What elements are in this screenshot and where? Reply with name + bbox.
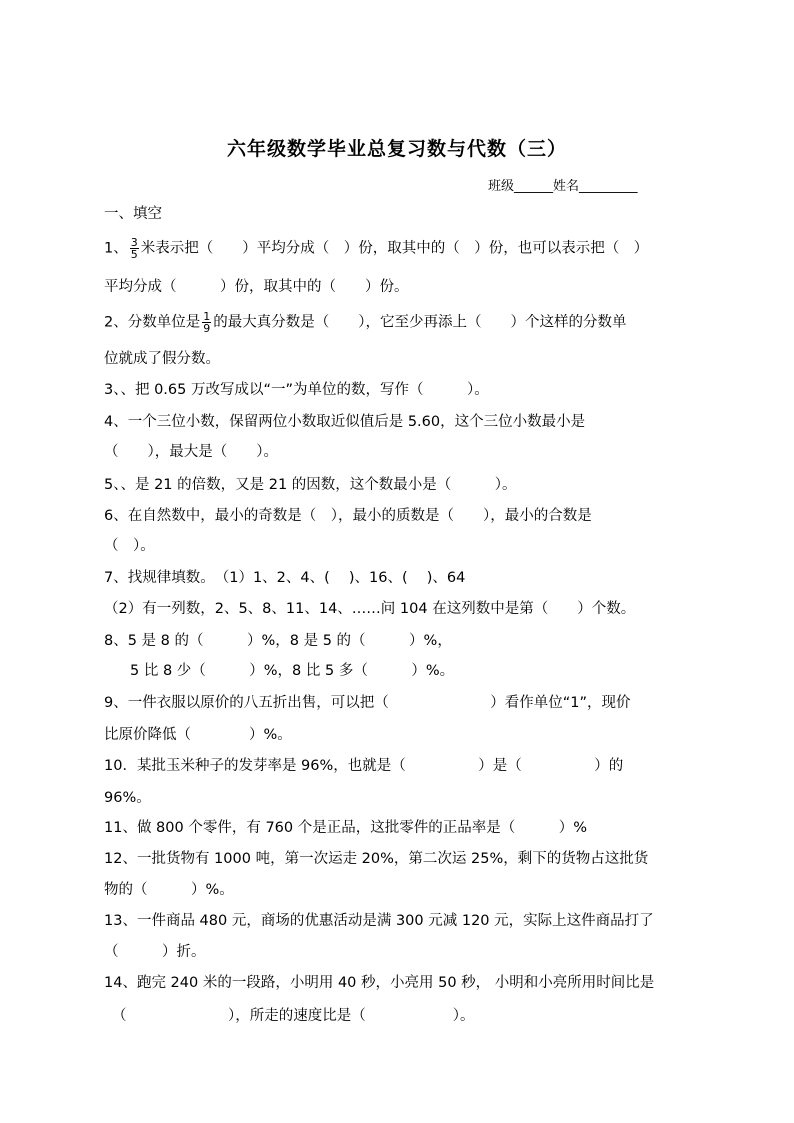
fraction-numerator: 3 xyxy=(130,236,138,249)
question-14-cont: （ ），所走的速度比是（ ）。 xyxy=(112,1008,475,1024)
question-9-cont: 比原价降低（ ）%。 xyxy=(104,727,292,743)
question-10-cont: 96%。 xyxy=(104,790,151,806)
q2-text: 的最大真分数是（ ），它至少再添上（ ）个这样的分数单 xyxy=(213,314,627,331)
question-12: 12、一批货物有 1000 吨，第一次运走 20%，第二次运 25%，剩下的货物占这批货 xyxy=(104,851,649,867)
question-8-cont: 5 比 8 少（ ）%，8 比 5 多（ ）%。 xyxy=(130,663,455,679)
class-name-line: 班级______姓名_________ xyxy=(488,179,638,194)
question-3: 3、、把 0.65 万改写成以“一”为单位的数，写作（ ）。 xyxy=(104,382,489,398)
fraction-denominator: 9 xyxy=(203,322,211,335)
question-12-cont: 物的（ ）%。 xyxy=(104,882,234,898)
question-11: 11、做 800 个零件，有 760 个是正品，这批零件的正品率是（ ）% xyxy=(104,820,588,836)
page-title: 六年级数学毕业总复习数与代数（三） xyxy=(226,138,567,160)
question-2 xyxy=(104,311,626,334)
question-14: 14、跑完 240 米的一段路，小明用 40 秒，小亮用 50 秒， 小明和小亮所用时间比是 xyxy=(104,975,655,991)
question-2-cont: 位就成了假分数。 xyxy=(104,351,220,367)
fraction xyxy=(202,311,211,334)
section-heading: 一、填空 xyxy=(104,206,162,222)
fraction-denominator: 5 xyxy=(130,248,138,261)
question-6: 6、在自然数中，最小的奇数是（ ），最小的质数是（ ），最小的合数是 xyxy=(104,508,592,524)
question-4-cont: （ ），最大是（ ）。 xyxy=(104,444,278,460)
question-4: 4、一个三位小数，保留两位小数取近似值后是 5.60，这个三位小数最小是 xyxy=(104,414,586,430)
q1-text: 米表示把（ ）平均分成（ ）份，取其中的（ ）份，也可以表示把（ ） xyxy=(140,240,649,257)
fraction xyxy=(130,237,139,260)
fraction-numerator: 1 xyxy=(203,310,211,323)
question-9: 9、一件衣服以原价的八五折出售，可以把（ ）看作单位“1”，现价 xyxy=(104,695,631,711)
question-13: 13、一件商品 480 元，商场的优惠活动是满 300 元减 120 元，实际上这件商品打了 xyxy=(104,913,654,929)
question-5: 5、、是 21 的倍数，又是 21 的因数，这个数最小是（ ）。 xyxy=(104,477,517,493)
question-1-cont: 平均分成（ ）份，取其中的（ ）份。 xyxy=(104,279,409,295)
question-1 xyxy=(104,237,648,260)
question-7-cont: （2）有一列数，2、5、8、11、14、……问 104 在这列数中是第（ ）个数。 xyxy=(104,601,636,617)
question-13-cont: （ ）折。 xyxy=(104,944,206,960)
question-7: 7、找规律填数。 （1）1、2、4、( )、16、( )、64 xyxy=(104,570,466,586)
question-10: 10．某批玉米种子的发芽率是 96%，也就是（ ）是（ ）的 xyxy=(104,758,624,774)
q1-prefix: 1、 xyxy=(104,240,128,257)
q2-prefix: 2、分数单位是 xyxy=(104,314,201,331)
question-8: 8、5 是 8 的（ ）%，8 是 5 的（ ）%， xyxy=(104,633,452,649)
question-6-cont: （ ）。 xyxy=(104,538,155,554)
